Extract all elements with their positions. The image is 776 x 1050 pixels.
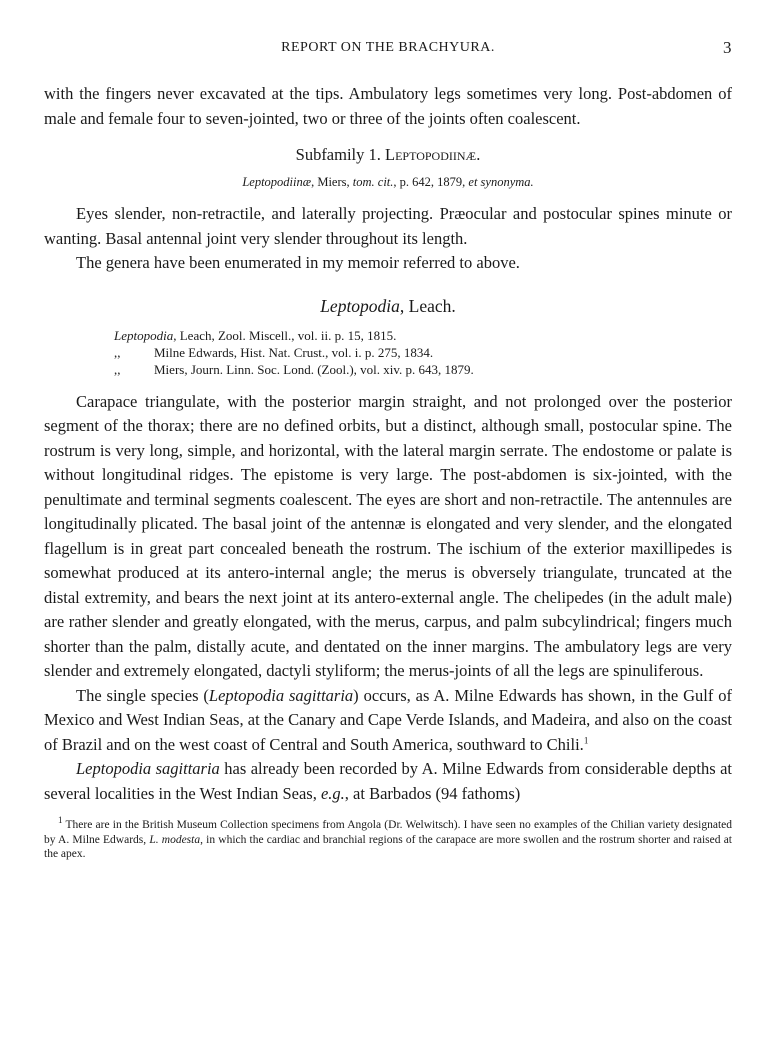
records-paragraph (44, 757, 732, 806)
subfamily-name: Leptopodiinæ. (385, 145, 481, 164)
synonym-author: , Miers, (311, 175, 350, 189)
records-pre: has already been recorded by A. Milne Edwards from considerable depths at several localities in the West Indian Seas, (44, 759, 732, 803)
reference-row (114, 344, 732, 361)
footnote-post: , in which the cardiac and branchial regions of the carapace are more swollen and the rostrum shorter and raised at the apex. (44, 833, 732, 860)
footnote-marker: 1 (58, 815, 63, 826)
genera-enumeration-paragraph: The genera have been enumerated in my memoir referred to above. (76, 253, 520, 272)
document-page (44, 40, 732, 862)
synonym-tom-cit: tom. cit. (352, 175, 394, 189)
distribution-paragraph (44, 684, 732, 758)
footnotes (44, 815, 732, 862)
distribution-species: Leptopodia sagittaria (208, 685, 354, 705)
reference-row (114, 327, 732, 344)
footnote-reference: 1 (583, 735, 589, 745)
records-post: , at Barbados (94 fathoms) (344, 783, 521, 803)
subfamily-prefix: Subfamily 1. (295, 145, 381, 164)
reference-row (114, 361, 732, 378)
genus-name: Leptopodia (320, 295, 400, 316)
synonym-et-syn: et synonyma. (468, 175, 534, 189)
records-eg: e.g. (320, 783, 345, 803)
footnote-variety: L. modesta (149, 833, 201, 846)
genus-heading (44, 296, 732, 317)
records-species: Leptopodia sagittaria (76, 759, 220, 778)
running-title: REPORT ON THE BRACHYURA. (281, 40, 495, 55)
page-number: 3 (723, 38, 732, 57)
reference-text: Miers, Journ. Linn. Soc. Lond. (Zool.), vol. xiv. p. 643, 1879. (154, 361, 474, 377)
reference-genus: Leptopodia (114, 327, 174, 343)
footnote (44, 815, 732, 862)
distribution-post: ) occurs, as A. Milne Edwards has shown, in the Gulf of Mexico and West Indian Seas, at the Canary and Cape Verde Islands, and Madeira, and also on the coast of Brazil and on the west coast of Central and South America, southward to Chili. (44, 685, 732, 754)
ditto-mark: ,, (114, 361, 121, 377)
footnote-pre: There are in the British Museum Collection specimens from Angola (Dr. Welwitsch). I have seen no examples of the Chilian variety designated by A. Milne Edwards, (44, 819, 732, 846)
ditto-mark: ,, (114, 344, 121, 360)
reference-text: Milne Edwards, Hist. Nat. Crust., vol. i. p. 275, 1834. (154, 344, 434, 360)
subfamily-description-paragraph: Eyes slender, non-retractile, and laterally projecting. Præocular and postocular spines minute or wanting. Basal antennal joint very slender throughout its length. (44, 204, 732, 248)
synonym-genus: Leptopodiinæ (242, 175, 312, 189)
subfamily-synonymy (44, 175, 732, 190)
intro-paragraph: with the fingers never excavated at the tips. Ambulatory legs sometimes very long. Post-abdomen of male and female four to seven-jointed, two or three of the joints often coalescent. (44, 84, 732, 128)
subfamily-heading (44, 145, 732, 165)
reference-text: , Leach, Zool. Miscell., vol. ii. p. 15, 1815. (173, 327, 397, 343)
genus-author: , Leach. (399, 295, 456, 316)
synonym-pages: , p. 642, 1879, (393, 175, 466, 189)
distribution-pre: The single species ( (76, 685, 209, 705)
running-header (44, 40, 732, 64)
genus-references (114, 327, 732, 378)
genus-description-paragraph: Carapace triangulate, with the posterior margin straight, and not prolonged over the posterior segment of the thorax; there are no defined orbits, but a distinct, although small, postocular spine. The rostrum is very long, simple, and horizontal, with the lateral margin serrate. The endostome or palate is without longitudinal ridges. The epistome is very large. The post-abdomen is six-jointed, with the penultimate and terminal segments coalescent. The eyes are short and non-retractile. The antennules are longitudinally plicated. The basal joint of the antennæ is elongated and very slender, and the elongated flagellum is in great part concealed beneath the rostrum. The ischium of the exterior maxillipedes is somewhat produced at its antero-internal angle; the merus is obversely triangulate, truncated at the distal extremity, and bears the next joint at its antero-external angle. The chelipedes (in the adult male) are rather slender and greatly elongated, with the merus, carpus, and palm subcylindrical; fingers much shorter than the palm, distally acute, and dentated on the inner margins. The ambulatory legs are very slender and extremely elongated, dactyli styliform; the merus-joints of all the legs are spinuliferous. (44, 391, 732, 680)
